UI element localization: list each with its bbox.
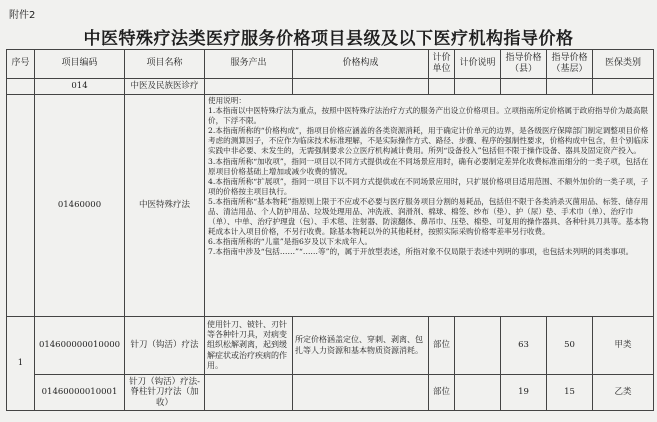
item-unit: 部位 xyxy=(429,375,455,411)
col-header-unit: 计价单位 xyxy=(429,50,455,79)
item-content xyxy=(205,375,293,411)
instruction-line: 3.本指南所称“加收项”，指同一项目以不同方式提供或在不同场景应用时，确有必要制定差异化收费标准而细分的一类子项，包括在原项目价格基础上增加或减少收费的情况。 xyxy=(208,156,649,176)
item-name: 针刀（钩活）疗法 xyxy=(125,317,205,375)
item-content: 使用针刀、铍针、刃针等各种针刀具，对病变组织松解剥离，起到缓解症状或治疗疾病的作用。 xyxy=(205,317,293,375)
item-county-price: 19 xyxy=(501,375,547,411)
col-header-price-makeup: 价格构成 xyxy=(293,50,429,79)
col-header-code: 项目编码 xyxy=(35,50,125,79)
item-county-price: 63 xyxy=(501,317,547,375)
section-name: 中医及民族医诊疗 xyxy=(125,79,205,95)
row-seq: 1 xyxy=(7,317,35,411)
col-header-seq: 序号 xyxy=(7,50,35,79)
item-price-makeup: 所定价格涵盖定位、穿刺、剥离、包扎等人力资源和基本物质资源消耗。 xyxy=(293,317,429,375)
instruction-line: 使用说明： xyxy=(208,96,246,105)
instruction-line: 2.本指南所称的“价格构成”，指项目价格应涵盖的各类资源消耗，用于确定计价单元的边界，是各级医疗保障部门制定调整项目价格考虑的测算因子，不应作为临床技术标准理解，不是实际操作方式、路径、步骤、程序的强制性要求，价格构成中包含，但个别临床实践中非必要、未发生的，无需强制要求公立医疗机构减计费用。所列“设备投入”包括但不限于操作设备、器具及固定资产投入。 xyxy=(208,126,649,156)
item-price-makeup xyxy=(293,375,429,411)
col-header-county-price: 指导价格（县） xyxy=(501,50,547,79)
item-category: 乙类 xyxy=(593,375,654,411)
instruction-line: 7.本指南中涉及“包括……”“……等”的，属于开放型表述，所指对象不仅局限于表述中列明的事项，也包括未列明的同类事项。 xyxy=(208,247,634,257)
general-row xyxy=(7,95,654,317)
item-grassroots-price: 15 xyxy=(547,375,593,411)
section-code: 014 xyxy=(35,79,125,95)
usage-instructions xyxy=(205,95,654,317)
col-header-name: 项目名称 xyxy=(125,50,205,79)
col-header-note: 计价说明 xyxy=(455,50,501,79)
instruction-line: 5.本指南所称“基本物耗”指原则上限于不应或不必要与医疗服务项目分割的易耗品，包括但不限于各类消杀灭菌用品、标签、储存用品、清洁用品、个人防护用品、垃圾处理用品、冲洗液、润滑剂、棉球、棉签、纱布（垫）、护（尿）垫、手术巾（单）、治疗巾（单）、中单、治疗护理盘（包）、手术毯、注射器、防滚翻体、鼻吊巾、压垫、棉垫、可复用的操作器具、各种针具刀具等。基本物耗成本计入项目价格，不另行收费。除基本物耗以外的其他耗材，按照实际采购价格零差率另行收费。 xyxy=(208,196,649,237)
general-name: 中医特殊疗法 xyxy=(125,95,205,317)
price-table xyxy=(6,49,654,411)
item-name: 针刀（钩活）疗法-脊柱针刀疗法（加收） xyxy=(125,375,205,411)
instruction-line: 4.本指南所称“扩展项”，指同一项目下以不同方式提供或在不同场景应用时，只扩展价格项目适用范围、不额外加价的一类子项，子项的价格按主项目执行。 xyxy=(208,176,649,196)
instruction-line: 6.本指南所称的“儿童”是指6岁及以下未成年人。 xyxy=(208,237,373,247)
item-code: 01460000010001 xyxy=(35,375,125,411)
col-header-content: 服务产出 xyxy=(205,50,293,79)
item-note xyxy=(455,317,501,375)
section-row xyxy=(7,79,654,95)
col-header-grassroots-price: 指导价格（基层） xyxy=(547,50,593,79)
col-header-category: 医保类别 xyxy=(593,50,654,79)
table-row xyxy=(7,317,654,375)
general-code: 01460000 xyxy=(35,95,125,317)
header-row xyxy=(7,50,654,79)
item-unit: 部位 xyxy=(429,317,455,375)
item-note xyxy=(455,375,501,411)
table-row xyxy=(7,375,654,411)
document-title: 中医特殊疗法类医疗服务价格项目县级及以下医疗机构指导价格 xyxy=(83,29,574,49)
attachment-label: 附件2 xyxy=(9,10,36,21)
item-category: 甲类 xyxy=(593,317,654,375)
instruction-line: 1.本指南以中医特殊疗法为重点，按照中医特殊疗法治疗方式的服务产出设立价格项目。立项指南所定价格属于政府指导价为最高限价，下浮不限。 xyxy=(208,106,649,126)
item-code: 014600000010000 xyxy=(35,317,125,375)
item-grassroots-price: 50 xyxy=(547,317,593,375)
